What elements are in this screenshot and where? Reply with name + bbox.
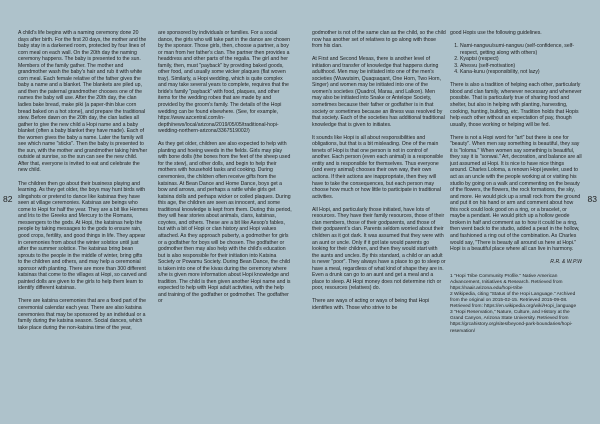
paragraph: All Hopi, and particularly those initiated, have lots of resources. They have their family resources, those of their clan members, those of their godparents, and those of their godparent's clan. Parents seldom worried about their children as it got dark. It was assumed that they were with an aunt or uncle. Only if it got late would parents go looking for their children, and then they would start with the aunts and uncles. By this standard, a child or an adult is never "poor". They always have a place to go to sleep or have a meal, regardless of what kind of shape they are in. Even a drunk can go to an aunt and get a meal and a place to sleep. At Hopi money does not determine rich or poor, resources (relatives) do. xyxy=(312,206,446,292)
paragraph: It sounds like Hopi is all about responsibilities and obligations, but that is a bit misleading. One of the main tenets of Hopi is that one person is not in control of another. Each person (even each animal) is a responsible entity and is responsible for themselves. Thus everyone (and every animal) chooses their own way, their own actions. If their actions are inappropriate, then they will have to take the consequences, but each person may choose how much or how little to participate in traditional activities. xyxy=(312,134,444,200)
paragraph: godmother is not of the same clan as the child, so the child now has another set of relatives to go along with those from his clan. xyxy=(312,30,446,50)
paragraph: good Hopis use the following guidelines. xyxy=(450,30,542,36)
reference-item: 2 Wikipedia, citing "Status of the Hopi Language." Archived from the original on 2015-02-15. Retrieved 2015-09-08. Retrieved from: https://en.wikipedia.org/wiki/Hopi_language xyxy=(450,291,577,310)
reference-item: 3 "Hopi Reservation," Nature, Culture, and History at the Grand Canyon, Arizona State University. Retrieved from https://grcahistory.org/sites/beyond-park-boundaries/hopi-reservation/ xyxy=(450,310,573,334)
text-column-2 xyxy=(158,30,292,424)
paragraph: There is also a tradition of helping each other, particularly blood and clan family, whenever necessary and whenever possible. That is particularly true of sharing food and shelter, but also in helping with planting, harvesting, cooking, hunting, building, etc. Tradition holds that Hopis help each other without an expectation of pay, though usually, those working or helping will be fed. xyxy=(450,82,582,128)
list-item: 3. Ahesvu (self-motivation) xyxy=(460,63,582,70)
paragraph: There are ways of acting or ways of being that Hopi identifies with. Those who strive to be xyxy=(312,298,430,311)
paragraph: There are katsina ceremonies that are a fixed part of the ceremonial calendar each year. There are also katsina ceremonies that may be sponsored by an individual or a family during the katsina season. Social dances, which take place during the non-katsina time of the year, xyxy=(18,298,147,331)
list-item: 2. Kyaptsi (respect) xyxy=(460,56,582,63)
text-column-3 xyxy=(312,30,446,424)
paragraph: are sponsored by individuals or families. For a social dance, the girls who will take part in the dance are chosen by the sponsor. Those girls, then, choose a partner, a boy or man from her father's clan. The partner then provides a headdress and other parts of the regalia. The girl and her family, then, must "payback" by providing baked goods, other food, and usually some wicker plaques (flat woven tray). Similarly, a Hopi wedding, which is quite complex and may take several years to complete, requires that the bride's family "payback" with food, plaques, and other items for the wedding robes that are made by and provided by the groom's family. The details of the Hopi wedding can be found elsewhere. (See, for example, https://www.azcentral.com/in-depth/news/local/arizona/2019/05/05/traditional-hopi-wedding-northern-arizona/3367519002/) xyxy=(158,30,291,135)
list-item: 1. Nami-nangwu/sumi-nangwu (self-confidence, self-respect, getting along with others) xyxy=(460,43,582,56)
references xyxy=(450,274,582,335)
paragraph: There is not a Hopi word for "art" but there is one for "beauty". When men say something is beautiful, they say it is "lolomа." When women say something is beautiful, they say it is "sonwai." Art, decoration, and balance are all just assumed at Hopi. It is nice to have nice things around. Charles Loloma, a renown Hopi jeweler, used to act as an uncle with the people working at or visiting his studio by going on a walk and commenting on the beauty of the flowers, the flowers, the rock formations, the sky, and more. He would pick up a small rock from the ground and put it on his hand or arm and comment about how this rock could look good on a ring, or a bracelet, or maybe a pendant. He would pitch up a hollow geode broken in half and comment as to how it could be a ring, then went back to the studio, added a pearl in the hollow, and fashioned a ring out of the combination. As Charles would say, "There is beauty all around us here at Hopi." Hopi is a beautiful place where all can live in harmony. xyxy=(450,134,582,253)
author-signoff: R.R. & W.P.W xyxy=(550,259,582,266)
paragraph: At First and Second Mesas, there is another level of initiation and transfer of knowledge that happens during adulthood. Men may be initiated into one of the men's societies (Wuwutsim, Quaqsaqant, One Horn, Two Horn, Singer) and women may be initiated into one of the women's societies (Quadrol, Marau, and Lalkon). Men may also be initiated into Snake or Antelope Society, sometimes because their father or godfather is in that society or sometimes because an illness was resolved by that society. Each of the societies has additional traditional knowledge that is given to initiates. xyxy=(312,56,445,128)
list-item: 4. Kana-kunu (responsibility, not lazy) xyxy=(460,69,582,76)
text-column-4 xyxy=(450,30,582,424)
paragraph: A child's life begins with a naming ceremony done 20 days after birth. For the first 20 days, the mother and the baby stay in a darkened room, protected by four lines of corn meal on each wall. On the 20th day the naming ceremony happens. The baby is presented to the sun. Members of the family gather. The mother and grandmother wash the baby's hair and rub it with white corn meal. Each female relative of the father gives the baby a name and a blanket. The blankets are piled up, and then the paternal grandmother chooses one of the names the baby will use. After the 20th day, the clan ladies bake bread, make piki (a paper-thin blue corn bread baked on a hot stone), and prepare the traditional stew. Before dawn on the 20th day, the clan ladies all gather to give the new child a Hopi name and a baby blanket (often a baby blanket they have made). Each of the women gives the baby a name. Later the family will see which name "sticks". Then the baby is presented to the sun, with the mother and grandmother taking him/her outside at sunrise, so the sun can see the new child. After that, everyone is invited to eat and celebrate the new child. xyxy=(18,30,148,174)
page-number-right: 83 xyxy=(587,194,597,204)
paragraph: As they get older, children are also expected to help with planting and hoeing weeds in the fields. Girls may play with bone dolls (the bones from the feet of the sheep used for the stew), and other dolls, and begin to help their mothers with household tasks and cooking. During ceremonies, the children often receive gifts from the katsinas. At Bean Dance and Home Dance, boys get a bow and arrows, and perhaps a rattle while girls get katsina dolls and perhaps wicker or coiled plaques. During this age, the children are seen as innocent, and some traditional knowledge is kept from them. During this period, they will hear stories about animals, clans, katsinas, coyotes, and others. These are a bit like Aesop's fables, but with a bit of Hopi or clan history and Hopi values attached. As they approach puberty, a godmother for girls or a godfather for boys will be chosen. The godfather or godmother then may also help with the child's education but is also responsible for their initiation into Katsina Society or Powamu Society. During Bean Dance, the child is taken into one of the kivas during the ceremony where s/he is given more information about Hopi knowledge and tradition. The child is then given another Hopi name and is expected to help with Hopi adult activities, with the help and training of the godfather or godmother. The godfather or xyxy=(158,141,292,305)
page-number-left: 82 xyxy=(3,194,13,204)
text-column-1 xyxy=(18,30,148,424)
guidelines-list xyxy=(460,43,582,76)
paragraph: The children then go about their business playing and learning. As they get older, the boys may hunt birds with slingshots or pretend to dance like katsinas they have seen at village ceremonies. Katsinas are beings who come to Hopi for half the year. They are a bit like Hermes and Iris to the Greeks and Mercury to the Romans, messengers to the gods. At Hopi, the katsinas help the people by taking messages to the gods to ensure rain, good crops, fertility, and good things in life. They appear in ceremonies from about the winter solstice until just after the summer solstice. The katsinas bring bean sprouts to the people in the middle of winter, bring gifts to the children and others, and may help a ceremonial sponsor with planting. There are more than 300 different katsinas that come to the villages at Hopi, so carved and painted dolls are given to the girls to help them learn to identify different katsinas. xyxy=(18,180,148,292)
reference-item: 1 "Hopi Tribe Community Profile." Native American Advancement, Initiatives & Research. Retrieved from https://naair.arizona.edu/hopi-tribe xyxy=(450,273,563,291)
